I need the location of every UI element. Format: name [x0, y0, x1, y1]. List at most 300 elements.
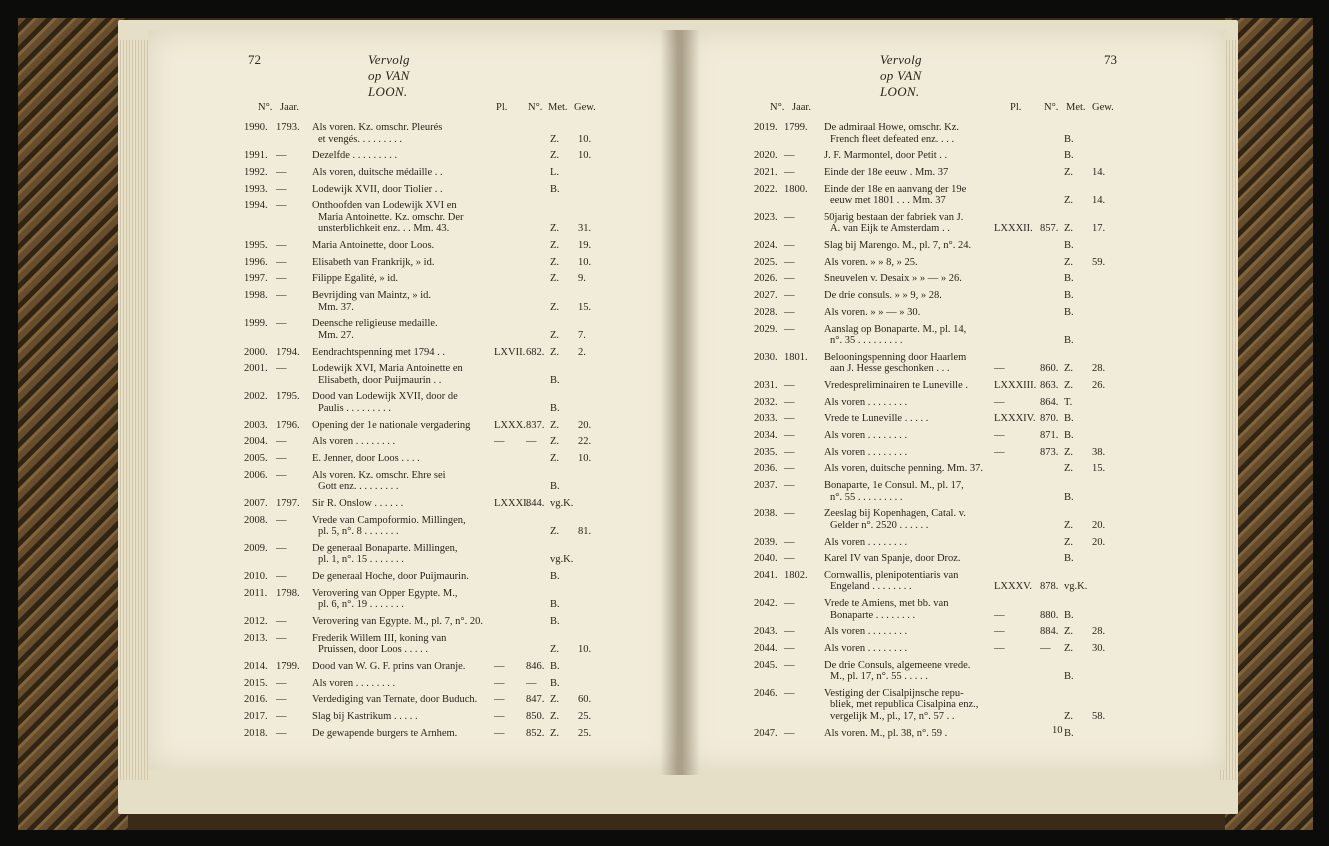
entry-metal: Z. — [1064, 256, 1074, 268]
entry-year: — — [276, 727, 287, 739]
entry-description: pl. 5, n°. 8 . . . . . . . — [318, 526, 399, 538]
entry-metal: Z. — [550, 256, 560, 268]
entry-number: 2046. — [754, 687, 778, 699]
entry-metal: B. — [1064, 133, 1074, 145]
marbled-cover-left — [18, 18, 128, 830]
entry-year: — — [276, 615, 287, 627]
entry-number: 1992. — [244, 166, 268, 178]
entry-metal: Z. — [1064, 166, 1074, 178]
entry-year: — — [276, 290, 287, 302]
entry-plate-number: 844. — [526, 497, 545, 509]
entry-year: — — [784, 626, 795, 638]
entry-year: 1797. — [276, 497, 300, 509]
entry-plate-number: 850. — [526, 710, 545, 722]
entry-year: — — [276, 318, 287, 330]
entry-description: Vrede te Amiens, met bb. van — [824, 598, 949, 610]
entry-year: — — [784, 687, 795, 699]
entry-year: — — [276, 632, 287, 644]
entry-year: — — [784, 430, 795, 441]
entry-metal: Z. — [550, 329, 560, 341]
entry-description: Onthoofden van Lodewijk XVI en — [312, 200, 457, 212]
entry-metal: B. — [1064, 290, 1074, 302]
entry-year: — — [276, 694, 287, 706]
entry-number: 2031. — [754, 379, 778, 391]
entry-year: — — [784, 240, 795, 251]
entry-metal: B. — [550, 571, 560, 582]
entry-description: Bonaparte . . . . . . . . — [830, 609, 916, 621]
entry-number: 1990. — [244, 122, 268, 133]
entry-number: 2020. — [754, 150, 778, 162]
entry-metal: Z. — [550, 644, 560, 656]
entry-weight: 26. — [1092, 379, 1106, 391]
entry-metal: B. — [1064, 413, 1074, 425]
entry-description: n°. 55 . . . . . . . . . — [830, 491, 903, 503]
entry-description: bliek, met republica Cisalpina enz., — [830, 699, 979, 711]
entry-number: 2025. — [754, 256, 778, 268]
entry-description: Slag bij Marengo. M., pl. 7, n°. 24. — [824, 240, 972, 251]
entry-year: — — [784, 413, 795, 425]
entry-description: Als voren, duitsche penning. Mm. 37. — [824, 463, 983, 475]
entry-year: — — [784, 446, 795, 458]
entry-metal: Z. — [550, 526, 560, 538]
entry-metal: Z. — [550, 301, 560, 313]
entry-description: Als voren. Kz. omschr. Pleurés — [312, 122, 443, 133]
entry-number: 2038. — [754, 508, 778, 520]
entry-weight: 10. — [578, 453, 592, 464]
entry-plate-number: 846. — [526, 660, 545, 672]
entry-description: De generaal Hoche, door Puijmaurin. — [312, 571, 469, 582]
entry-number: 2012. — [244, 615, 268, 627]
entry-weight: 60. — [578, 694, 592, 706]
entry-metal: vg.K. — [550, 497, 574, 509]
entry-plate-number: 871. — [1040, 430, 1059, 441]
entry-number: 2008. — [244, 514, 268, 526]
entry-description: Frederik Willem III, koning van — [312, 632, 447, 644]
entry-number: 2014. — [244, 660, 268, 672]
entry-description: De drie Consuls, algemeene vrede. — [824, 659, 971, 671]
entry-year: — — [784, 166, 795, 178]
entry-plate-number: 837. — [526, 419, 545, 431]
entry-plate-number: 870. — [1040, 413, 1059, 425]
entry-number: 2028. — [754, 306, 778, 318]
entry-number: 2018. — [244, 727, 268, 739]
entry-metal: Z. — [1064, 363, 1074, 375]
entry-description: Filippe Egalité, » id. — [312, 273, 399, 285]
entry-weight: 14. — [1092, 195, 1106, 207]
col-no: N°. — [258, 102, 273, 113]
entry-number: 2003. — [244, 419, 268, 431]
entry-description: aan J. Hesse geschonken . . . — [830, 363, 950, 375]
entry-description: Vredespreliminairen te Luneville . — [824, 379, 968, 391]
entry-description: Als voren . . . . . . . . — [824, 396, 908, 408]
col-met: Met. — [1066, 102, 1086, 113]
entry-description: 50jarig bestaan der fabriek van J. — [824, 211, 964, 223]
entry-plate-number: 860. — [1040, 363, 1059, 375]
entry-plate-number: 847. — [526, 694, 545, 706]
entry-plate: — — [494, 677, 505, 689]
entry-number: 2036. — [754, 463, 778, 475]
entry-year: 1802. — [784, 569, 808, 581]
entry-year: 1794. — [276, 346, 300, 358]
entry-year: — — [784, 598, 795, 610]
entry-plate: — — [494, 436, 505, 448]
entry-description: pl. 1, n°. 15 . . . . . . . — [318, 554, 404, 566]
entry-description: Paulis . . . . . . . . . — [318, 402, 391, 414]
entry-plate: LXXXIV. — [994, 413, 1036, 425]
entry-number: 1991. — [244, 150, 268, 162]
entry-plate: — — [994, 609, 1005, 621]
entry-number: 2015. — [244, 677, 268, 689]
entry-weight: 17. — [1092, 223, 1106, 235]
entry-description: Als voren. M., pl. 38, n°. 59 . — [824, 727, 948, 739]
entry-metal: Z. — [550, 419, 560, 431]
entry-year: 1799. — [784, 122, 808, 133]
entry-plate: — — [494, 710, 505, 722]
entry-weight: 28. — [1092, 363, 1106, 375]
entry-plate: — — [994, 396, 1005, 408]
entry-plate: — — [994, 363, 1005, 375]
entry-metal: Z. — [1064, 519, 1074, 531]
entry-weight: 20. — [1092, 536, 1106, 548]
entry-metal: B. — [1064, 609, 1074, 621]
entry-description: Verovering van Opper Egypte. M., — [312, 587, 458, 599]
entry-metal: vg.K. — [1064, 581, 1088, 593]
entry-year: — — [784, 323, 795, 335]
entry-weight: 10. — [578, 256, 592, 268]
page-edges-left — [120, 40, 150, 780]
entry-weight: 28. — [1092, 626, 1106, 638]
entry-year: — — [784, 463, 795, 475]
entry-number: 2043. — [754, 626, 778, 638]
entry-description: Als voren, duitsche médaille . . — [312, 166, 443, 178]
entry-year: — — [276, 571, 287, 582]
entry-year: — — [784, 150, 795, 162]
entry-metal: B. — [1064, 553, 1074, 565]
entry-description: Als voren . . . . . . . . — [824, 626, 908, 638]
entry-number: 2023. — [754, 211, 778, 223]
entry-number: 2047. — [754, 727, 778, 739]
entry-description: Maria Antoinette, door Loos. — [312, 240, 435, 251]
entry-weight: 9. — [578, 273, 586, 285]
entry-year: — — [276, 677, 287, 689]
entry-description: Bevrijding van Maintz, » id. — [312, 290, 431, 302]
entry-year: — — [276, 436, 287, 448]
entry-year: — — [784, 727, 795, 739]
entry-number: 2010. — [244, 571, 268, 582]
entry-weight: 14. — [1092, 166, 1106, 178]
entry-number: 2026. — [754, 273, 778, 285]
entry-plate-number: 880. — [1040, 609, 1059, 621]
entry-weight: 59. — [1092, 256, 1106, 268]
entry-number: 2001. — [244, 363, 268, 375]
entry-number: 2016. — [244, 694, 268, 706]
entry-year: 1795. — [276, 391, 300, 403]
entry-description: pl. 6, n°. 19 . . . . . . . — [318, 599, 404, 611]
entry-year: — — [276, 453, 287, 464]
entry-description: A. van Eijk te Amsterdam . . — [830, 223, 950, 235]
entry-description: Slag bij Kastrikum . . . . . — [312, 710, 418, 722]
entry-plate: LXXXI. — [494, 497, 530, 509]
entry-plate-number: 682. — [526, 346, 545, 358]
entry-description: Als voren . . . . . . . . — [824, 446, 908, 458]
entry-number: 1997. — [244, 273, 268, 285]
entry-number: 1995. — [244, 240, 268, 251]
col-gew: Gew. — [574, 102, 596, 113]
entry-number: 2004. — [244, 436, 268, 448]
entry-plate-number: 852. — [526, 727, 545, 739]
entry-metal: Z. — [1064, 446, 1074, 458]
entry-metal: B. — [550, 660, 560, 672]
entry-weight: 10. — [578, 644, 592, 656]
entry-number: 2034. — [754, 430, 778, 441]
entry-plate: LXXX. — [494, 419, 526, 431]
entry-year: — — [276, 240, 287, 251]
entry-weight: 25. — [578, 727, 592, 739]
entry-plate: — — [994, 643, 1005, 654]
entry-number: 2009. — [244, 542, 268, 554]
entry-number: 2033. — [754, 413, 778, 425]
entry-year: — — [276, 273, 287, 285]
entry-plate: — — [994, 446, 1005, 458]
entry-description: Sneuvelen v. Desaix » » — » 26. — [824, 273, 962, 285]
col-year: Jaar. — [280, 102, 299, 113]
entry-number: 2022. — [754, 183, 778, 195]
entry-description: Mm. 27. — [318, 329, 354, 341]
entry-year: — — [276, 200, 287, 212]
entry-number: 2044. — [754, 643, 778, 654]
entry-description: Vestiging der Cisalpijnsche repu- — [824, 687, 964, 699]
entry-year: — — [784, 379, 795, 391]
entry-metal: Z. — [550, 273, 560, 285]
entry-description: De drie consuls. » » 9, » 28. — [824, 290, 942, 302]
entry-description: Karel IV van Spanje, door Droz. — [824, 553, 961, 565]
entry-metal: B. — [1064, 727, 1074, 739]
entry-description: Als voren . . . . . . . . — [312, 677, 396, 689]
entry-year: 1798. — [276, 587, 300, 599]
entry-plate: LXXXII. — [994, 223, 1033, 235]
entry-plate-number: — — [526, 677, 537, 689]
entry-number: 2029. — [754, 323, 778, 335]
entry-number: 2035. — [754, 446, 778, 458]
entry-description: n°. 35 . . . . . . . . . — [830, 335, 903, 346]
entry-description: Dood van Lodewijk XVII, door de — [312, 391, 458, 403]
entry-weight: 31. — [578, 223, 592, 235]
entry-description: Gott enz. . . . . . . . . — [318, 481, 399, 493]
entry-metal: Z. — [1064, 463, 1074, 475]
entry-description: Engeland . . . . . . . . — [830, 581, 912, 593]
entry-description: Elisabeth, door Puijmaurin . . — [318, 374, 442, 386]
entry-metal: L. — [550, 166, 560, 178]
entry-description: Belooningspenning door Haarlem — [824, 351, 967, 363]
entry-description: Verovering van Egypte. M., pl. 7, n°. 20. — [312, 615, 484, 627]
entry-number: 2019. — [754, 122, 778, 133]
entry-metal: Z. — [1064, 626, 1074, 638]
entry-metal: Z. — [550, 133, 560, 145]
entry-metal: B. — [1064, 430, 1074, 441]
entry-description: Lodewijk XVI, Maria Antoinette en — [312, 363, 463, 375]
entry-description: Als voren . . . . . . . . — [824, 536, 908, 548]
entry-year: — — [784, 643, 795, 654]
entry-number: 2011. — [244, 587, 268, 599]
right-running-title: Vervolg op VAN LOON. — [880, 52, 922, 99]
col-no2: N°. — [1044, 102, 1059, 113]
entry-metal: Z. — [1064, 643, 1074, 654]
entry-number: 2017. — [244, 710, 268, 722]
entry-number: 2037. — [754, 480, 778, 492]
entry-plate: — — [494, 727, 505, 739]
entry-metal: Z. — [1064, 195, 1074, 207]
entry-number: 2042. — [754, 598, 778, 610]
entry-plate: — — [994, 430, 1005, 441]
entry-year: — — [784, 553, 795, 565]
left-page-number: 72 — [248, 52, 261, 67]
entry-metal: B. — [1064, 491, 1074, 503]
entry-metal: vg.K. — [550, 554, 574, 566]
book-gutter — [660, 30, 700, 775]
entry-year: — — [784, 396, 795, 408]
entry-description: Als voren . . . . . . . . — [824, 430, 908, 441]
entry-description: Als voren. Kz. omschr. Ehre sei — [312, 469, 446, 481]
entry-metal: B. — [550, 402, 560, 414]
entry-metal: B. — [550, 481, 560, 493]
entry-metal: Z. — [1064, 536, 1074, 548]
entry-year: — — [276, 256, 287, 268]
entry-description: M., pl. 17, n°. 55 . . . . . — [830, 671, 928, 683]
entry-metal: Z. — [1064, 710, 1074, 722]
entry-year: 1800. — [784, 183, 808, 195]
entry-weight: 15. — [578, 301, 592, 313]
entry-number: 2032. — [754, 396, 778, 408]
entry-description: Cornwallis, plenipotentiaris van — [824, 569, 959, 581]
entry-description: Aanslag op Bonaparte. M., pl. 14, — [824, 323, 967, 335]
entry-description: Als voren. » » 8, » 25. — [824, 256, 918, 268]
entry-metal: B. — [550, 374, 560, 386]
entry-description: Elisabeth van Frankrijk, » id. — [312, 256, 435, 268]
entry-metal: B. — [1064, 306, 1074, 318]
entry-plate: LXVII. — [494, 346, 526, 358]
entry-weight: 15. — [1092, 463, 1106, 475]
entry-number: 2007. — [244, 497, 268, 509]
entry-year: — — [784, 508, 795, 520]
entry-weight: 38. — [1092, 446, 1106, 458]
entry-description: Opening der 1e nationale vergadering — [312, 419, 471, 431]
entry-year: — — [276, 542, 287, 554]
entry-weight: 30. — [1092, 643, 1106, 654]
col-met: Met. — [548, 102, 568, 113]
entry-year: — — [276, 363, 287, 375]
entry-description: Einde der 18e eeuw . Mm. 37 — [824, 166, 949, 178]
entry-year: — — [784, 480, 795, 492]
entry-number: 2039. — [754, 536, 778, 548]
entry-plate-number: 864. — [1040, 396, 1059, 408]
entry-weight: 2. — [578, 346, 586, 358]
entry-number: 2005. — [244, 453, 268, 464]
entry-number: 2024. — [754, 240, 778, 251]
entry-description: et vengés. . . . . . . . . — [318, 133, 402, 145]
entry-description: Lodewijk XVII, door Tiolier . . — [312, 183, 443, 195]
entry-number: 1996. — [244, 256, 268, 268]
entry-description: French fleet defeated enz. . . . — [830, 133, 955, 145]
col-no2: N°. — [528, 102, 543, 113]
entry-description: Als voren. » » — » 30. — [824, 306, 921, 318]
entry-metal: B. — [1064, 335, 1074, 346]
entry-year: — — [276, 469, 287, 481]
entry-metal: Z. — [550, 436, 560, 448]
entry-number: 2006. — [244, 469, 268, 481]
entry-year: — — [784, 306, 795, 318]
col-no: N°. — [770, 102, 785, 113]
entry-metal: Z. — [550, 710, 560, 722]
entry-number: 2041. — [754, 569, 778, 581]
entry-plate: — — [994, 626, 1005, 638]
entry-plate: — — [494, 694, 505, 706]
entry-metal: T. — [1064, 396, 1073, 408]
entry-year: — — [784, 290, 795, 302]
entry-plate: — — [494, 660, 505, 672]
entry-plate-number: — — [526, 436, 537, 448]
entry-description: Eendrachtspenning met 1794 . . — [312, 346, 445, 358]
entry-year: 1796. — [276, 419, 300, 431]
signature-mark: 10 — [1052, 725, 1063, 736]
col-year: Jaar. — [792, 102, 811, 113]
entry-metal: B. — [1064, 273, 1074, 285]
entry-metal: B. — [550, 183, 560, 195]
entry-metal: Z. — [550, 150, 560, 162]
left-running-title: Vervolg op VAN LOON. — [368, 52, 410, 99]
entry-description: unsterblichkeit enz. . . Mm. 43. — [318, 223, 450, 235]
entry-description: vergelijk M., pl., 17, n°. 57 . . — [830, 710, 955, 722]
entry-weight: 81. — [578, 526, 592, 538]
entry-plate-number: 873. — [1040, 446, 1059, 458]
entry-number: 1993. — [244, 183, 268, 195]
entry-metal: B. — [1064, 671, 1074, 683]
entry-description: Als voren . . . . . . . . — [824, 643, 908, 654]
entry-metal: B. — [1064, 150, 1074, 162]
entry-year: — — [784, 256, 795, 268]
entry-year: — — [276, 710, 287, 722]
entry-number: 2030. — [754, 351, 778, 363]
entry-plate-number: — — [1040, 643, 1051, 654]
entry-weight: 20. — [1092, 519, 1106, 531]
entry-plate-number: 863. — [1040, 379, 1059, 391]
entry-description: Bonaparte, 1e Consul. M., pl. 17, — [824, 480, 964, 492]
entry-description: Dezelfde . . . . . . . . . — [312, 150, 398, 162]
entry-metal: Z. — [550, 453, 560, 464]
entry-description: J. F. Marmontel, door Petit . . — [824, 150, 948, 162]
entry-description: Pruissen, door Loos . . . . . — [318, 644, 428, 656]
entry-metal: Z. — [550, 240, 560, 251]
col-gew: Gew. — [1092, 102, 1114, 113]
col-pl: Pl. — [496, 102, 508, 113]
entry-description: Vrede te Luneville . . . . . — [824, 413, 929, 425]
right-page-number: 73 — [1104, 52, 1117, 67]
entry-number: 2002. — [244, 391, 268, 403]
entry-year: — — [276, 166, 287, 178]
entry-number: 2000. — [244, 346, 268, 358]
entry-metal: Z. — [1064, 379, 1074, 391]
entry-year: 1801. — [784, 351, 808, 363]
marbled-cover-right — [1225, 18, 1313, 830]
entry-year: — — [784, 273, 795, 285]
entry-metal: B. — [550, 599, 560, 611]
entry-number: 2040. — [754, 553, 778, 565]
entry-metal: Z. — [1064, 223, 1074, 235]
entry-weight: 22. — [578, 436, 592, 448]
entry-year: — — [784, 211, 795, 223]
entry-year: — — [276, 183, 287, 195]
entry-weight: 10. — [578, 133, 592, 145]
entry-description: Zeeslag bij Kopenhagen, Catal. v. — [824, 508, 966, 520]
